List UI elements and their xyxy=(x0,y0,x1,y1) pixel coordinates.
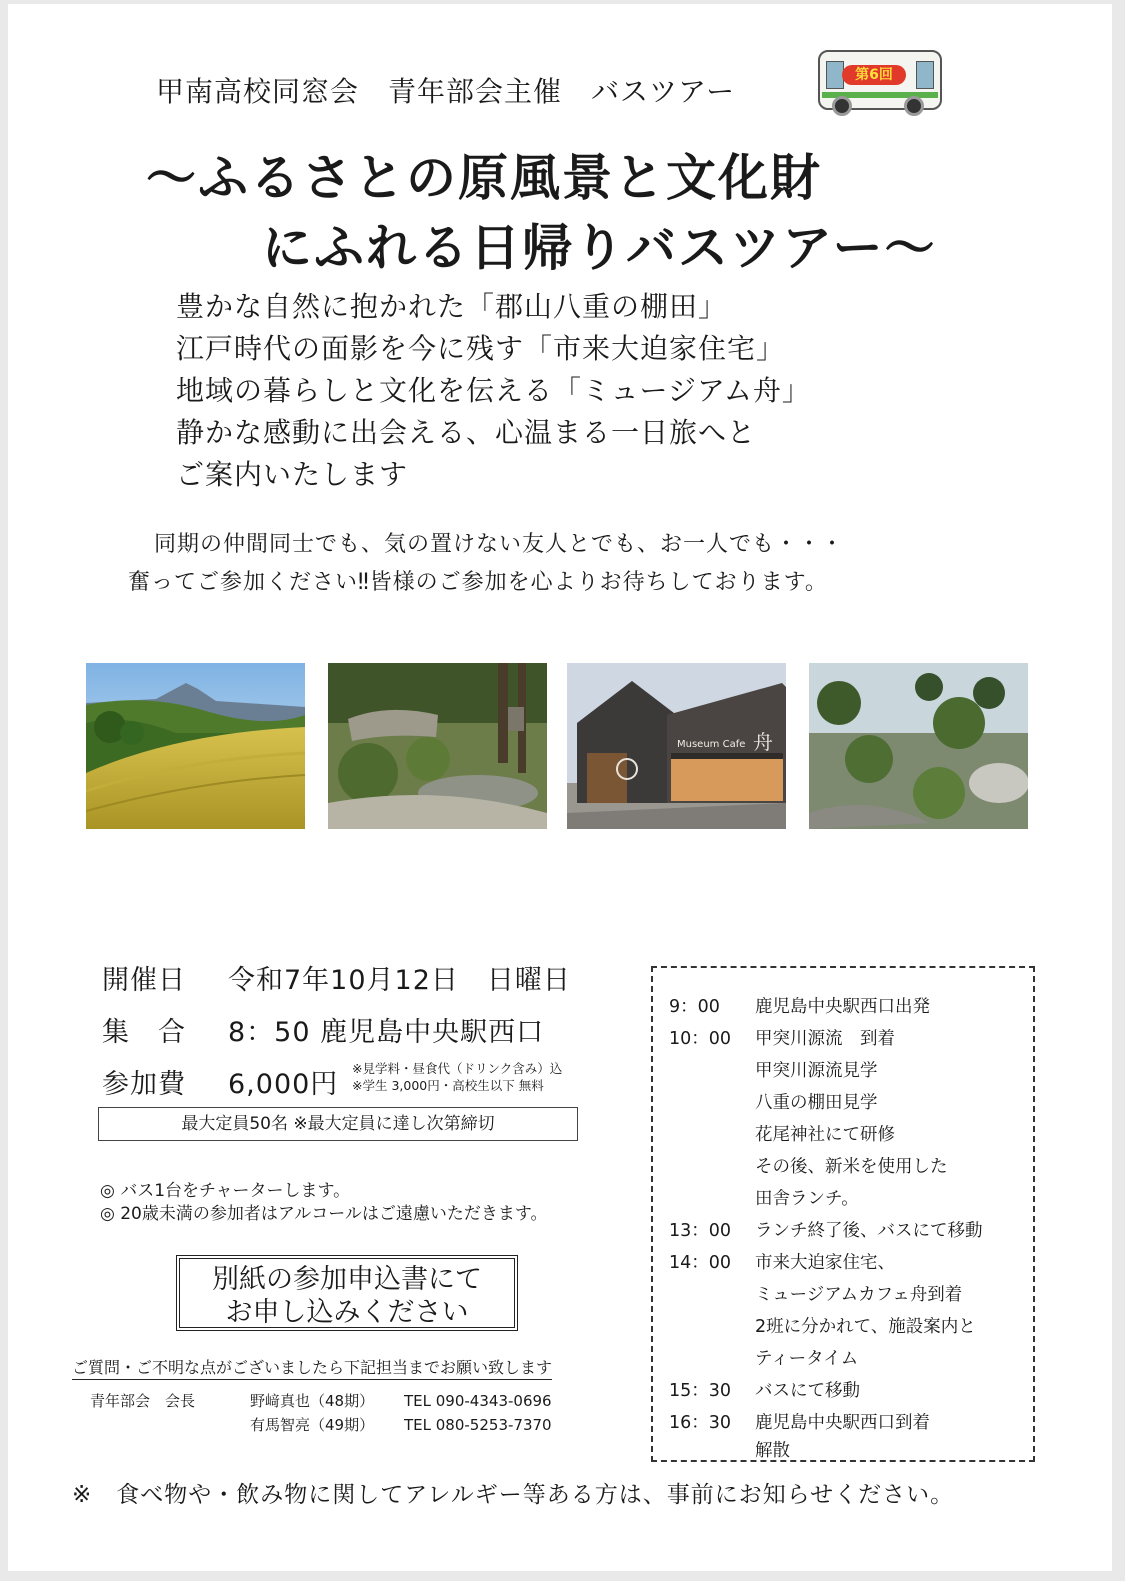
fee-note: ※見学料・昼食代（ドリンク含み）込 xyxy=(352,1061,563,1076)
schedule-row xyxy=(669,1313,976,1338)
schedule-row xyxy=(669,1409,930,1434)
schedule-text: バスにて移動 xyxy=(755,1381,860,1401)
schedule-text: 2班に分かれて、施設案内と xyxy=(755,1317,976,1337)
schedule-row xyxy=(669,1121,895,1146)
note-line: ◎ 20歳未満の参加者はアルコールはご遠慮いただきます。 xyxy=(100,1204,548,1224)
schedule-row xyxy=(669,993,930,1018)
invite-line: 同期の仲間同士でも、気の置けない友人とでも、お一人でも・・・ xyxy=(154,532,845,557)
schedule-text: 解散 xyxy=(755,1441,790,1461)
contact-list xyxy=(90,1389,552,1437)
apply-line: 別紙の参加申込書にて xyxy=(212,1264,482,1295)
photo-japanese-garden-stone xyxy=(328,663,547,829)
schedule-row xyxy=(669,1345,858,1370)
contact-tel: TEL 090-4343-0696 xyxy=(404,1392,552,1410)
allergy-notice: ※ 食べ物や・飲み物に関してアレルギー等ある方は、事前にお知らせください。 xyxy=(72,1482,955,1508)
schedule-text: 甲突川源流 到着 xyxy=(755,1029,895,1049)
meet-value: 8：50 鹿児島中央駅西口 xyxy=(228,1017,545,1048)
schedule-text: 鹿児島中央駅西口出発 xyxy=(755,997,930,1017)
cafe-sign-kanji: 舟 xyxy=(753,730,773,754)
schedule-row xyxy=(669,1185,859,1210)
date-value: 令和7年10月12日 日曜日 xyxy=(228,965,571,996)
schedule-text: 田舎ランチ。 xyxy=(755,1189,859,1209)
schedule-text: 花尾神社にて研修 xyxy=(755,1125,895,1145)
cafe-sign-text: Museum Cafe xyxy=(677,739,746,750)
tour-number-badge: 第6回 xyxy=(842,65,906,85)
notes xyxy=(100,1180,548,1226)
schedule-text: ランチ終了後、バスにて移動 xyxy=(755,1221,983,1241)
photo-museum-cafe-fune xyxy=(567,663,786,829)
meet-label: 集 合 xyxy=(102,1017,186,1048)
fee-note: ※学生 3,000円・高校生以下 無料 xyxy=(352,1078,544,1093)
fee-label: 参加費 xyxy=(102,1069,186,1100)
capacity-box: 最大定員50名 ※最大定員に達し次第締切 xyxy=(98,1107,578,1141)
application-box xyxy=(176,1255,518,1331)
intro-line: 豊かな自然に抱かれた「郡山八重の棚田」 xyxy=(176,290,728,323)
schedule-text: 鹿児島中央駅西口到着 xyxy=(755,1413,930,1433)
event-date xyxy=(102,958,571,997)
schedule-row xyxy=(669,1217,983,1242)
schedule-text: 八重の棚田見学 xyxy=(755,1093,878,1113)
organizer-line: 甲南高校同窓会 青年部会主催 バスツアー xyxy=(156,75,736,108)
schedule-row xyxy=(669,1377,860,1402)
schedule-time: 15：30 xyxy=(669,1381,732,1401)
schedule-text: 甲突川源流見学 xyxy=(755,1061,878,1081)
schedule-time: 14：00 xyxy=(669,1253,732,1273)
contact-row xyxy=(90,1413,552,1437)
schedule-time: 16：30 xyxy=(669,1413,732,1433)
contact-name: 野﨑真也（48期） xyxy=(250,1392,375,1410)
schedule-text: ミュージアムカフェ舟到着 xyxy=(755,1285,963,1305)
schedule-row xyxy=(669,1025,895,1050)
participation-fee xyxy=(102,1062,338,1101)
schedule-row xyxy=(669,1153,948,1178)
contact-name: 有馬智亮（49期） xyxy=(250,1416,375,1434)
date-label: 開催日 xyxy=(102,965,186,996)
note-line: ◎ バス1台をチャーターします。 xyxy=(100,1181,351,1201)
schedule-row xyxy=(669,1057,878,1082)
contact-role: 青年部会 会長 xyxy=(90,1392,196,1410)
invite-line: 奮ってご参加ください‼皆様のご参加を心よりお待ちしております。 xyxy=(128,570,828,595)
schedule-time: 13：00 xyxy=(669,1221,732,1241)
fee-value: 6,000円 xyxy=(228,1069,339,1100)
intro-text xyxy=(176,286,811,496)
apply-line: お申し込みください xyxy=(225,1297,469,1328)
schedule-text: その後、新米を使用した xyxy=(755,1157,948,1177)
inquiry-text: ご質問・ご不明な点がございましたら下記担当までお願い致します xyxy=(72,1355,552,1380)
schedule-row xyxy=(669,1281,962,1306)
bus-icon xyxy=(818,50,940,118)
contact-tel: TEL 080-5253-7370 xyxy=(404,1416,552,1434)
schedule-text: 市来大迫家住宅、 xyxy=(755,1253,895,1273)
schedule-text: ティータイム xyxy=(755,1349,859,1369)
meeting-point xyxy=(102,1010,544,1049)
schedule-box xyxy=(651,966,1035,1462)
schedule-row xyxy=(669,1437,790,1462)
photo-samurai-residence-garden xyxy=(809,663,1028,829)
intro-line: 江戸時代の面影を今に残す「市来大迫家住宅」 xyxy=(176,332,786,365)
intro-line: ご案内いたします xyxy=(176,458,409,491)
schedule-row xyxy=(669,1249,895,1274)
schedule-row xyxy=(669,1089,878,1114)
title-line-1: ～ふるさとの原風景と文化財 xyxy=(146,149,822,207)
invite-text xyxy=(128,526,844,602)
title-line-2: にふれる日帰りバスツアー～ xyxy=(262,219,937,277)
photo-terraced-rice-field xyxy=(86,663,305,829)
intro-line: 地域の暮らしと文化を伝える「ミュージアム舟」 xyxy=(176,374,811,407)
intro-line: 静かな感動に出会える、心温まる一日旅へと xyxy=(176,416,757,449)
fee-notes xyxy=(352,1060,562,1094)
schedule-time: 10：00 xyxy=(669,1029,732,1049)
schedule-time: 9：00 xyxy=(669,997,720,1017)
contact-row xyxy=(90,1389,552,1413)
